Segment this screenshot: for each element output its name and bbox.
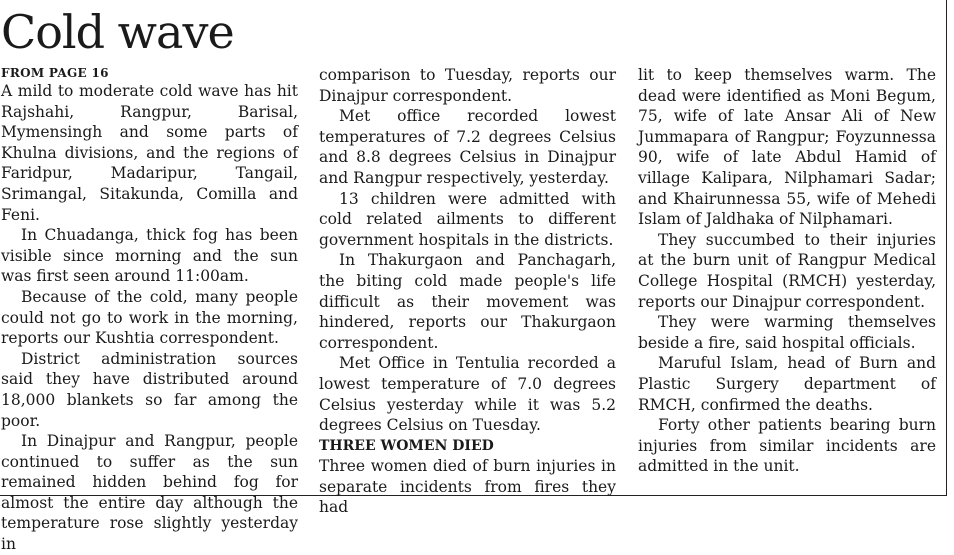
- paragraph: In Thakurgaon and Panchagarh, the biting cold made people's life difficult as their movement was hindered, reports our Thakurgaon correspondent.: [319, 251, 616, 352]
- subheading: THREE WOMEN DIED: [319, 437, 494, 454]
- page-border-right: [946, 0, 947, 496]
- paragraph: They succumbed to their injuries at the burn unit of Rangpur Medical College Hospital (RMCH) yesterday, reports our Dinajpur correspondent.: [638, 230, 936, 311]
- paragraph: 13 children were admitted with cold related ailments to different government hospitals in the districts.: [319, 189, 616, 249]
- column-2: [319, 65, 616, 518]
- paragraph: comparison to Tuesday, reports our Dinajpur correspondent.: [319, 66, 616, 105]
- paragraph: A mild to moderate cold wave has hit Rajshahi, Rangpur, Barisal, Mymensingh and some parts of Khulna divisions, and the regions of Faridpur, Madaripur, Tangail, Srimangal, Sitakunda, Comilla and Feni.: [1, 82, 298, 224]
- headline: Cold wave: [1, 5, 234, 59]
- paragraph: Because of the cold, many people could not go to work in the morning, reports our Kushtia correspondent.: [1, 287, 298, 348]
- paragraph: Three women died of burn injuries in separate incidents from fires they had: [319, 457, 616, 517]
- paragraph: lit to keep themselves warm. The dead were identified as Moni Begum, 75, wife of late Ansar Ali of New Jummapara of Rangpur; Foyzunnessa 90, wife of late Abdul Hamid of village Kalipara, Nilphamari Sadar; and Khairunnessa 55, wife of Mehedi Islam of Jaldhaka of Nilphamari.: [638, 66, 936, 229]
- paragraph: Met office recorded lowest temperatures of 7.2 degrees Celsius and 8.8 degrees Celsius in Dinajpur and Rangpur respectively, yesterday.: [319, 107, 616, 187]
- column-1: [1, 65, 298, 555]
- paragraph: Maruful Islam, head of Burn and Plastic Surgery department of RMCH, confirmed the deaths.: [638, 354, 936, 414]
- paragraph: Met Office in Tentulia recorded a lowest temperature of 7.0 degrees Celsius yesterday while it was 5.2 degrees Celsius on Tuesday.: [319, 354, 616, 435]
- column-3: [638, 65, 936, 477]
- paragraph: In Chuadanga, thick fog has been visible since morning and the sun was first seen around 11:00am.: [1, 226, 298, 286]
- paragraph: Forty other patients bearing burn injuries from similar incidents are admitted in the unit.: [638, 416, 936, 476]
- continuation-label: FROM PAGE 16: [1, 66, 109, 80]
- paragraph: In Dinajpur and Rangpur, people continued to suffer as the sun remained hidden behind fog for almost the entire day although the temperature rose slightly yesterday in: [1, 432, 298, 554]
- paragraph: District administration sources said they have distributed around 18,000 blankets so far among the poor.: [1, 349, 298, 430]
- paragraph: They were warming themselves beside a fire, said hospital officials.: [638, 313, 936, 352]
